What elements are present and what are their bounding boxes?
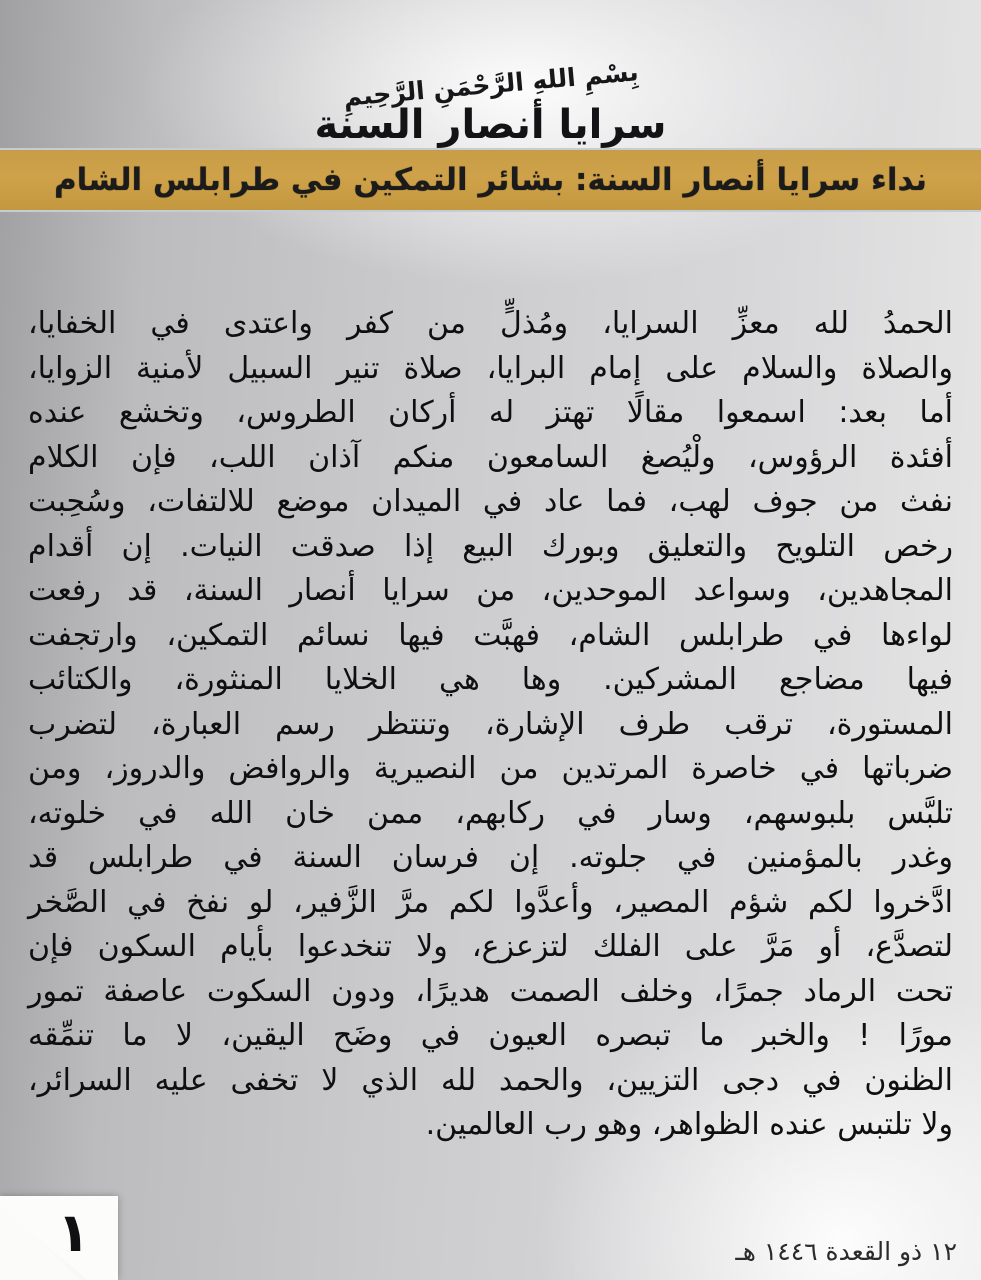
body-text-line: لواءها في طرابلس الشام، فهبَّت فيها نسائم التمكين، وارتجفت (28, 617, 953, 653)
hijri-date: ١٢ ذو القعدة ١٤٤٦ هـ (735, 1237, 957, 1266)
body-text-line: رخص التلويح والتعليق وبورك البيع إذا صدقت النيات. إن أقدام (28, 528, 953, 564)
body-text-line: الحمدُ لله معزِّ السرايا، ومُذلٍّ من كفر واعتدى في الخفايا، (28, 306, 953, 341)
body-text-line: أما بعد: اسمعوا مقالًا تهتز له أركان الطروس، وتخشع عنده (28, 395, 953, 430)
page-number: ١ (57, 1201, 90, 1264)
header-calligraphy-block (0, 0, 981, 152)
title-banner (0, 148, 981, 212)
body-text-line: لتصدَّع، أو مَرَّ على الفلك لتزعزع، ولا تنخدعوا بأيام السكون فإن (28, 929, 953, 964)
statement-body (28, 302, 953, 1148)
body-text-line: والصلاة والسلام على إمام البرايا، صلاة تنير السبيل لأمنية الزوايا، (28, 350, 953, 386)
body-text-line: المستورة، ترقب طرف الإشارة، وتنتظر رسم العبارة، لتضرب (28, 706, 953, 742)
body-text-line: الظنون في دجى التزيين، والحمد لله الذي لا تخفى عليه السرائر، (28, 1062, 953, 1098)
body-text-line: ولا تلتبس عنده الظواهر، وهو رب العالمين. (425, 1107, 953, 1142)
page-corner-fold (0, 1196, 118, 1280)
body-text-line: فيها مضاجع المشركين. وها هي الخلايا المنثورة، والكتائب (28, 662, 953, 697)
body-text-line: تحت الرماد جمرًا، وخلف الصمت هديرًا، ودون السكوت عاصفة تمور (28, 973, 953, 1009)
bismillah-calligraphy: بِسْمِ اللهِ الرَّحْمَنِ الرَّحِيمِ (341, 57, 640, 112)
body-text-line: ضرباتها في خاصرة المرتدين من النصيرية والروافض والدروز، ومن (28, 751, 953, 786)
body-lines (28, 302, 953, 1148)
body-text-line: مورًا ! والخبر ما تبصره العيون في وضَح اليقين، لا ما تنمِّقه (28, 1018, 953, 1053)
body-text-line: وغدر بالمؤمنين في جلوته. إن فرسان السنة في طرابلس قد (28, 840, 953, 875)
body-text-line: نفث من جوف لهب، فما عاد في الميدان موضع للالتفات، وسُحِبت (28, 484, 953, 519)
organization-name-calligraphy: سرايا أنصار السنة (314, 102, 667, 148)
statement-title: نداء سرايا أنصار السنة: بشائر التمكين في طرابلس الشام (53, 162, 928, 198)
body-text-line: أفئدة الرؤوس، ولْيُصغ السامعون منكم آذان اللب، فإن الكلام (28, 439, 953, 475)
body-text-line: المجاهدين، وسواعد الموحدين، من سرايا أنصار السنة، قد رفعت (28, 573, 953, 608)
body-text-line: ادَّخروا لكم شؤم المصير، وأعدَّوا لكم مرَّ الزَّفير، لو نفخ في الصَّخر (28, 884, 953, 920)
body-text-line: تلبَّس بلبوسهم، وسار في ركابهم، ممن خان الله في خلوته، (28, 795, 953, 831)
